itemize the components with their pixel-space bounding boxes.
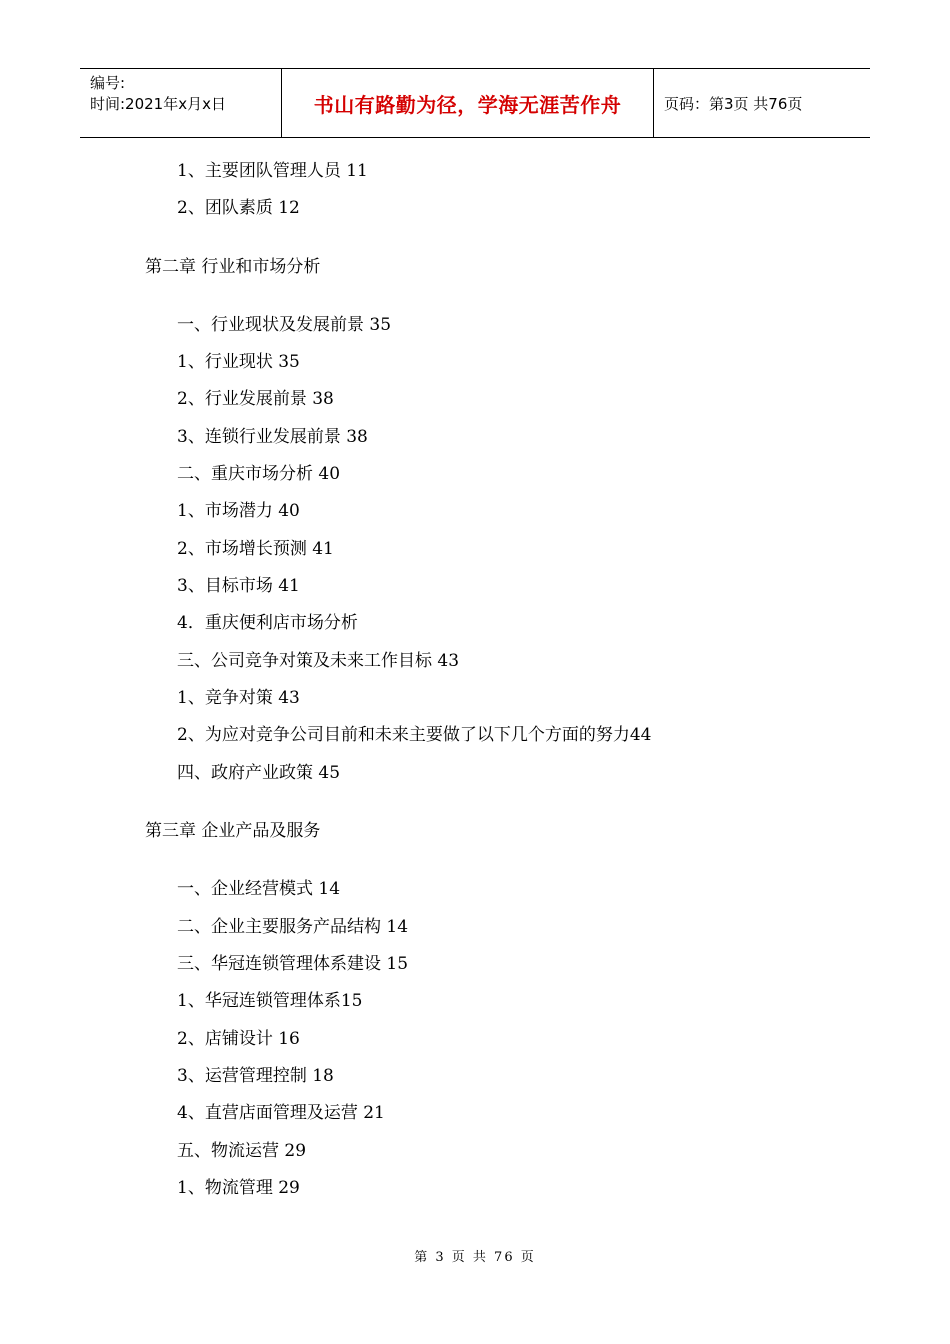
toc-entry: 一、行业现状及发展前景 35 [177, 315, 392, 335]
toc-entry: 1、华冠连锁管理体系15 [177, 991, 363, 1011]
toc-entry: 3、运营管理控制 18 [177, 1066, 334, 1086]
toc-entry: 三、公司竞争对策及未来工作目标 43 [177, 651, 460, 671]
toc-entry: 1、市场潜力 40 [177, 501, 300, 521]
toc-entry: 3、连锁行业发展前景 38 [177, 427, 368, 447]
toc-entry: 四、政府产业政策 45 [177, 763, 341, 783]
time-label: 时间:2021年x月x日 [90, 95, 226, 113]
chapter-heading: 第三章 企业产品及服务 [145, 821, 321, 841]
toc-entry: 2、行业发展前景 38 [177, 389, 334, 409]
toc-entry: 4、直营店面管理及运营 21 [177, 1103, 385, 1123]
number-label: 编号: [90, 74, 126, 92]
toc-entry: 五、物流运营 29 [177, 1141, 307, 1161]
page-footer: 第 3 页 共 76 页 [414, 1250, 536, 1265]
toc-entry: 3、目标市场 41 [177, 576, 300, 596]
toc-entry: 1、物流管理 29 [177, 1178, 300, 1198]
toc-entry: 1、竞争对策 43 [177, 688, 300, 708]
toc-entry: 1、主要团队管理人员 11 [177, 161, 368, 181]
toc-entry: 2、团队素质 12 [177, 198, 300, 218]
toc-entry: 4．重庆便利店市场分析 [177, 613, 358, 633]
toc-entry: 2、店铺设计 16 [177, 1029, 300, 1049]
header-page-info: 页码：第3页 共76页 [664, 94, 803, 113]
toc-entry: 一、企业经营模式 14 [177, 879, 341, 899]
toc-entry: 二、重庆市场分析 40 [177, 464, 341, 484]
toc-entry: 2、为应对竞争公司目前和未来主要做了以下几个方面的努力44 [177, 725, 652, 745]
toc-entry: 三、华冠连锁管理体系建设 15 [177, 954, 409, 974]
header-motto: 书山有路勤为径，学海无涯苦作舟 [281, 69, 654, 137]
toc-entry: 2、市场增长预测 41 [177, 539, 334, 559]
toc-entry: 二、企业主要服务产品结构 14 [177, 917, 409, 937]
toc-entry: 1、行业现状 35 [177, 352, 300, 372]
chapter-heading: 第二章 行业和市场分析 [145, 257, 321, 277]
